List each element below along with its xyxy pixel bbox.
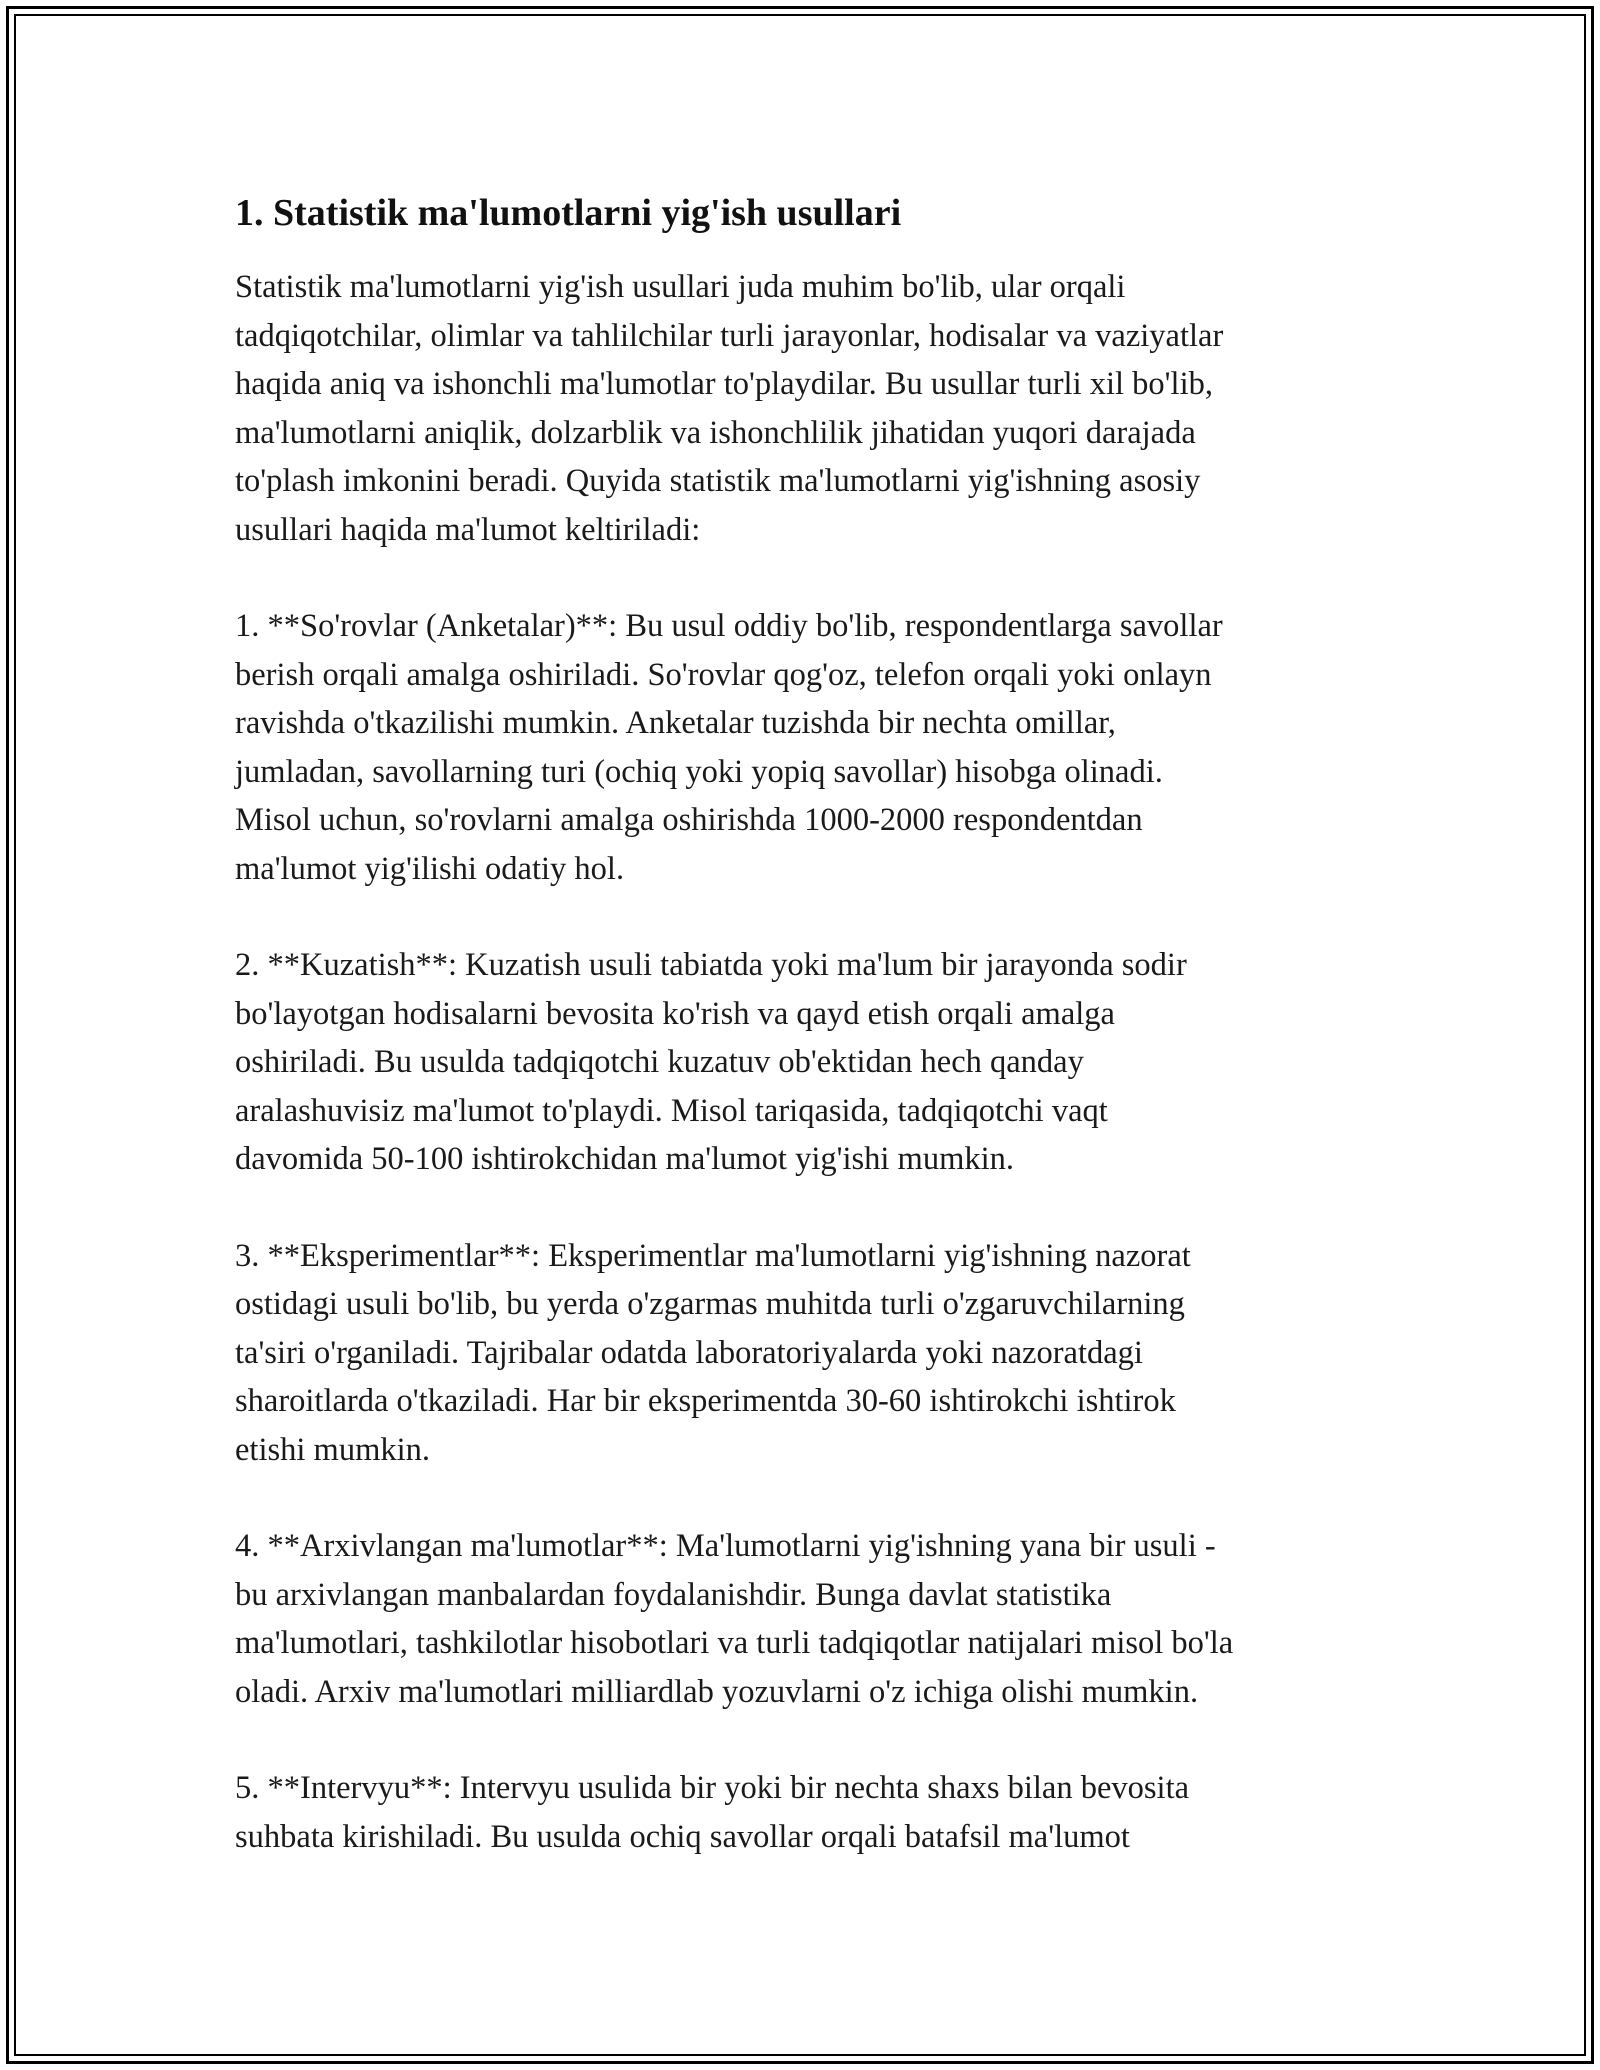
- paragraph-interview: 5. **Intervyu**: Intervyu usulida bir yoki bir nechta shaxs bilan bevosita suhbata kirishiladi. Bu usulda ochiq savollar orqali batafsil ma'lumot: [235, 1770, 1190, 1855]
- paragraph-intro: Statistik ma'lumotlarni yig'ish usullari juda muhim bo'lib, ular orqali tadqiqotchilar, olimlar va tahlilchilar turli jarayonlar, hodisalar va vaziyatlar haqida aniq va ishonchli ma'lumotlar to'playdilar. Bu usullar turli xil bo'lib, ma'lumotlarni aniqlik, dolzarblik va ishonchlilik jihatidan yuqori darajada to'plash imkonini beradi. Quyida statistik ma'lumotlarni yig'ishning asosiy usullari haqida ma'lumot keltiriladi:: [235, 269, 1224, 548]
- paragraph-archived-data: 4. **Arxivlangan ma'lumotlar**: Ma'lumotlarni yig'ishning yana bir usuli - bu arxivlangan manbalardan foydalanishdir. Bunga davlat statistika ma'lumotlari, tashkilotlar hisobotlari va turli tadqiqotlar natijalari misol bo'la oladi. Arxiv ma'lumotlari milliardlab yozuvlarni o'z ichiga olishi mumkin.: [235, 1528, 1234, 1710]
- document-body: [235, 185, 1375, 1909]
- paragraph-observation: 2. **Kuzatish**: Kuzatish usuli tabiatda yoki ma'lum bir jarayonda sodir bo'layotgan hodisalarni bevosita ko'rish va qayd etish orqali amalga oshiriladi. Bu usulda tadqiqotchi kuzatuv ob'ektidan hech qanday aralashuvisiz ma'lumot to'playdi. Misol tariqasida, tadqiqotchi vaqt davomida 50-100 ishtirokchidan ma'lumot yig'ishi mumkin.: [235, 947, 1187, 1177]
- paragraph-surveys: 1. **So'rovlar (Anketalar)**: Bu usul oddiy bo'lib, respondentlarga savollar berish orqali amalga oshiriladi. So'rovlar qog'oz, telefon orqali yoki onlayn ravishda o'tkazilishi mumkin. Anketalar tuzishda bir nechta omillar, jumladan, savollarning turi (ochiq yoki yopiq savollar) hisobga olinadi. Misol uchun, so'rovlarni amalga oshirishda 1000-2000 respondentdan ma'lumot yig'ilishi odatiy hol.: [235, 608, 1223, 887]
- page-title: 1. Statistik ma'lumotlarni yig'ish usullari: [235, 192, 902, 234]
- paragraph-experiments: 3. **Eksperimentlar**: Eksperimentlar ma'lumotlarni yig'ishning nazorat ostidagi usuli bo'lib, bu yerda o'zgarmas muhitda turli o'zgaruvchilarning ta'siri o'rganiladi. Tajribalar odatda laboratoriyalarda yoki nazoratdagi sharoitlarda o'tkaziladi. Har bir eksperimentda 30-60 ishtirokchi ishtirok etishi mumkin.: [235, 1237, 1191, 1468]
